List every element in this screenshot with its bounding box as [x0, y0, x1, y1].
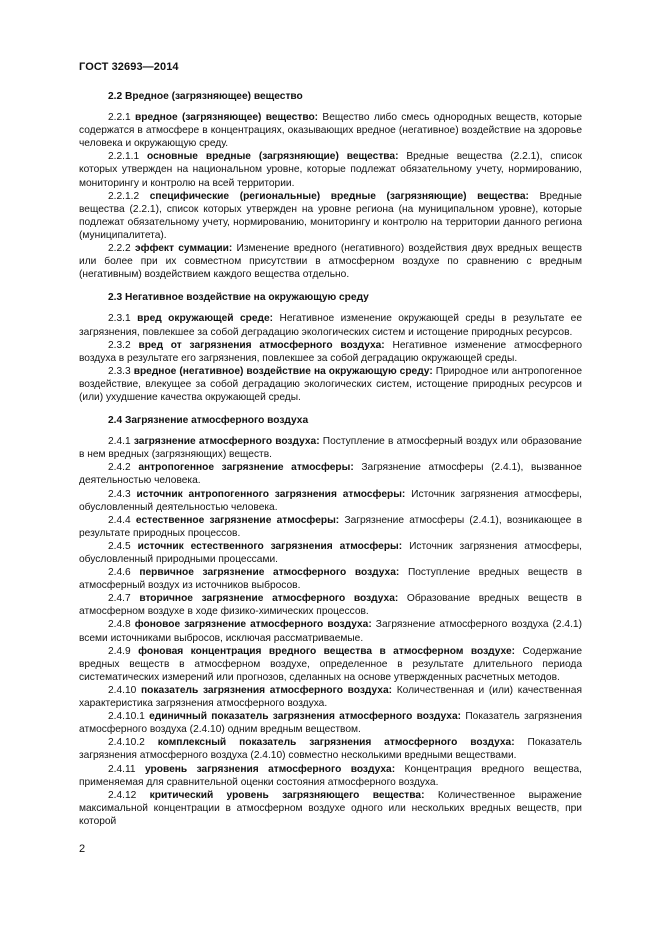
definition-paragraph	[79, 435, 582, 461]
defined-term: вред от загрязнения атмосферного воздуха:	[138, 339, 385, 351]
definition-paragraph	[79, 312, 582, 338]
definition-text: Количественная и (или) качественная характеристика загрязнения атмосферного воздуха.	[79, 684, 582, 710]
clause-number: 2.2.1.1	[108, 151, 140, 163]
defined-term: загрязнение атмосферного воздуха:	[133, 436, 320, 448]
clause-number: 2.4.8	[108, 619, 131, 631]
definition-text: Загрязнение атмосферы (2.4.1), возникающее в результате природных процессов.	[79, 514, 582, 539]
definition-text: Источник загрязнения атмосферы, обусловленный природными процессами.	[79, 540, 582, 565]
definition-paragraph	[79, 618, 582, 644]
defined-term: источник антропогенного загрязнения атмосферы:	[136, 488, 406, 500]
clause-number: 2.3.2	[108, 339, 131, 351]
clause-number: 2.4.10.2	[108, 737, 145, 749]
definition-text: Вещество либо смесь однородных веществ, которые содержатся в атмосфере в концентрациях, оказывающих вредное (негативное) воздействие на здоровье человека и окружающую среду.	[79, 112, 582, 150]
defined-term: естественное загрязнение атмосферы:	[135, 514, 340, 526]
definition-text: Негативное изменение окружающей среды в результате ее загрязнения, повлекшее за собой деградацию экологических систем и истощение природных ресурсов.	[79, 313, 582, 338]
definition-text: Показатель загрязнения атмосферного воздуха (2.4.10) одним вредным веществом.	[79, 711, 582, 736]
defined-term: специфические (региональные) вредные (загрязняющие) вещества:	[149, 190, 529, 202]
clause-number: 2.2.1	[108, 112, 131, 124]
definition-text: Показатель загрязнения атмосферного воздуха (2.4.10) совместно несколькими вредными веществами.	[79, 737, 582, 762]
page-number: 2	[79, 843, 86, 855]
definition-paragraph	[79, 365, 582, 404]
definition-text: Загрязнение атмосферы (2.4.1), вызванное деятельностью человека.	[79, 462, 582, 487]
definition-paragraph	[79, 514, 582, 540]
defined-term: вредное (загрязняющее) вещество:	[135, 112, 319, 124]
definition-paragraph	[79, 150, 582, 189]
definition-text: Поступление в атмосферный воздух или образование в нем вредных (загрязняющих) веществ.	[79, 436, 582, 461]
defined-term: фоновое загрязнение атмосферного воздуха:	[134, 619, 372, 631]
defined-term: вторичное загрязнение атмосферного воздуха:	[139, 593, 399, 605]
defined-term: комплексный показатель загрязнения атмосферного воздуха:	[157, 737, 515, 749]
clause-number: 2.4.4	[108, 514, 131, 526]
defined-term: вред окружающей среде:	[137, 313, 274, 325]
definition-text: Источник загрязнения атмосферы, обусловленный деятельностью человека.	[79, 488, 582, 513]
clause-number: 2.4.6	[108, 567, 131, 579]
definition-text: Изменение вредного (негативного) воздействия двух вредных веществ или более при их совместном присутствии в атмосферном воздухе по сравнению с вредным (негативным) воздействием каждого вещества отдельно.	[79, 243, 582, 281]
definition-text: Концентрация вредного вещества, применяемая для сравнительной оценки состояния атмосферного воздуха.	[79, 763, 582, 788]
clause-number: 2.4.5	[108, 540, 131, 552]
definition-paragraph	[79, 710, 582, 736]
definition-paragraph	[79, 488, 582, 514]
clause-number: 2.4.3	[108, 488, 131, 500]
clause-number: 2.2.1.2	[108, 190, 140, 202]
clause-number: 2.4.12	[108, 789, 137, 801]
definition-paragraph	[79, 339, 582, 365]
definition-text: Вредные вещества (2.2.1), список которых утвержден на национальном уровне, которые подлежат обязательному учету, нормированию, мониторингу и контролю на всей территории.	[79, 151, 582, 189]
defined-term: вредное (негативное) воздействие на окружающую среду:	[133, 365, 433, 377]
clause-number: 2.2.2	[108, 243, 131, 255]
defined-term: показатель загрязнения атмосферного воздуха:	[141, 684, 393, 696]
definition-paragraph	[79, 592, 582, 618]
definition-text: Вредные вещества (2.2.1), список которых утвержден на уровне региона (на муниципальном уровне), которые подлежат обязательному учету, нормированию, мониторингу и контролю на территории данного региона (муниципалитета).	[79, 190, 582, 241]
definition-text: Содержание вредных веществ в атмосферном воздухе, определенное в результате длительного периода систематических измерений или прогнозов, сделанных на основе утвержденных расчетных методов.	[79, 645, 582, 683]
document-body	[79, 90, 582, 828]
definition-paragraph	[79, 461, 582, 487]
definition-text: Поступление вредных веществ в атмосферный воздух из источников выбросов.	[79, 567, 582, 592]
defined-term: уровень загрязнения атмосферного воздуха:	[145, 763, 396, 775]
clause-number: 2.4.10	[108, 684, 137, 696]
definition-text: Загрязнение атмосферного воздуха (2.4.1) всеми источниками выбросов, исключая рассматриваемые.	[79, 619, 582, 644]
defined-term: первичное загрязнение атмосферного воздуха:	[139, 567, 400, 579]
section-title: 2.2 Вредное (загрязняющее) вещество	[108, 91, 303, 102]
defined-term: критический уровень загрязняющего вещества:	[149, 789, 425, 801]
clause-number: 2.4.1	[108, 436, 131, 448]
definition-paragraph	[79, 645, 582, 684]
definition-paragraph	[79, 566, 582, 592]
document-header: ГОСТ 32693—2014	[79, 61, 179, 73]
clause-number: 2.4.11	[108, 763, 136, 775]
definition-paragraph	[79, 763, 582, 789]
defined-term: основные вредные (загрязняющие) вещества:	[147, 151, 399, 163]
definition-text: Образование вредных веществ в атмосферном воздухе в ходе физико-химических процессов.	[79, 593, 582, 618]
definition-text: Природное или антропогенное воздействие, влекущее за собой деградацию экологических систем, истощение природных ресурсов и (или) ухудшение качества окружающей среды.	[79, 365, 582, 403]
clause-number: 2.3.3	[108, 365, 131, 377]
definition-paragraph	[79, 190, 582, 242]
defined-term: фоновая концентрация вредного вещества в атмосферном воздухе:	[138, 645, 515, 657]
definition-paragraph	[79, 540, 582, 566]
defined-term: эффект суммации:	[134, 243, 233, 255]
clause-number: 2.4.7	[108, 593, 131, 605]
defined-term: антропогенное загрязнение атмосферы:	[138, 462, 354, 474]
definition-paragraph	[79, 789, 582, 828]
defined-term: источник естественного загрязнения атмосферы:	[137, 540, 403, 552]
definition-text: Количественное выражение максимальной концентрации в атмосферном воздухе одного или нескольких вредных веществ, при которой	[79, 789, 582, 827]
definition-paragraph	[79, 242, 582, 281]
definition-paragraph	[79, 684, 582, 710]
definition-paragraph	[79, 111, 582, 150]
clause-number: 2.3.1	[108, 313, 131, 325]
section-title: 2.3 Негативное воздействие на окружающую среду	[108, 292, 369, 304]
clause-number: 2.4.10.1	[108, 711, 145, 723]
clause-number: 2.4.2	[108, 462, 131, 474]
defined-term: единичный показатель загрязнения атмосферного воздуха:	[149, 711, 462, 723]
section-title: 2.4 Загрязнение атмосферного воздуха	[108, 415, 309, 427]
definition-text: Негативное изменение атмосферного воздуха в результате его загрязнения, повлекшее за собой деградацию окружающей среды.	[79, 339, 583, 364]
clause-number: 2.4.9	[108, 645, 131, 657]
definition-paragraph	[79, 736, 582, 762]
